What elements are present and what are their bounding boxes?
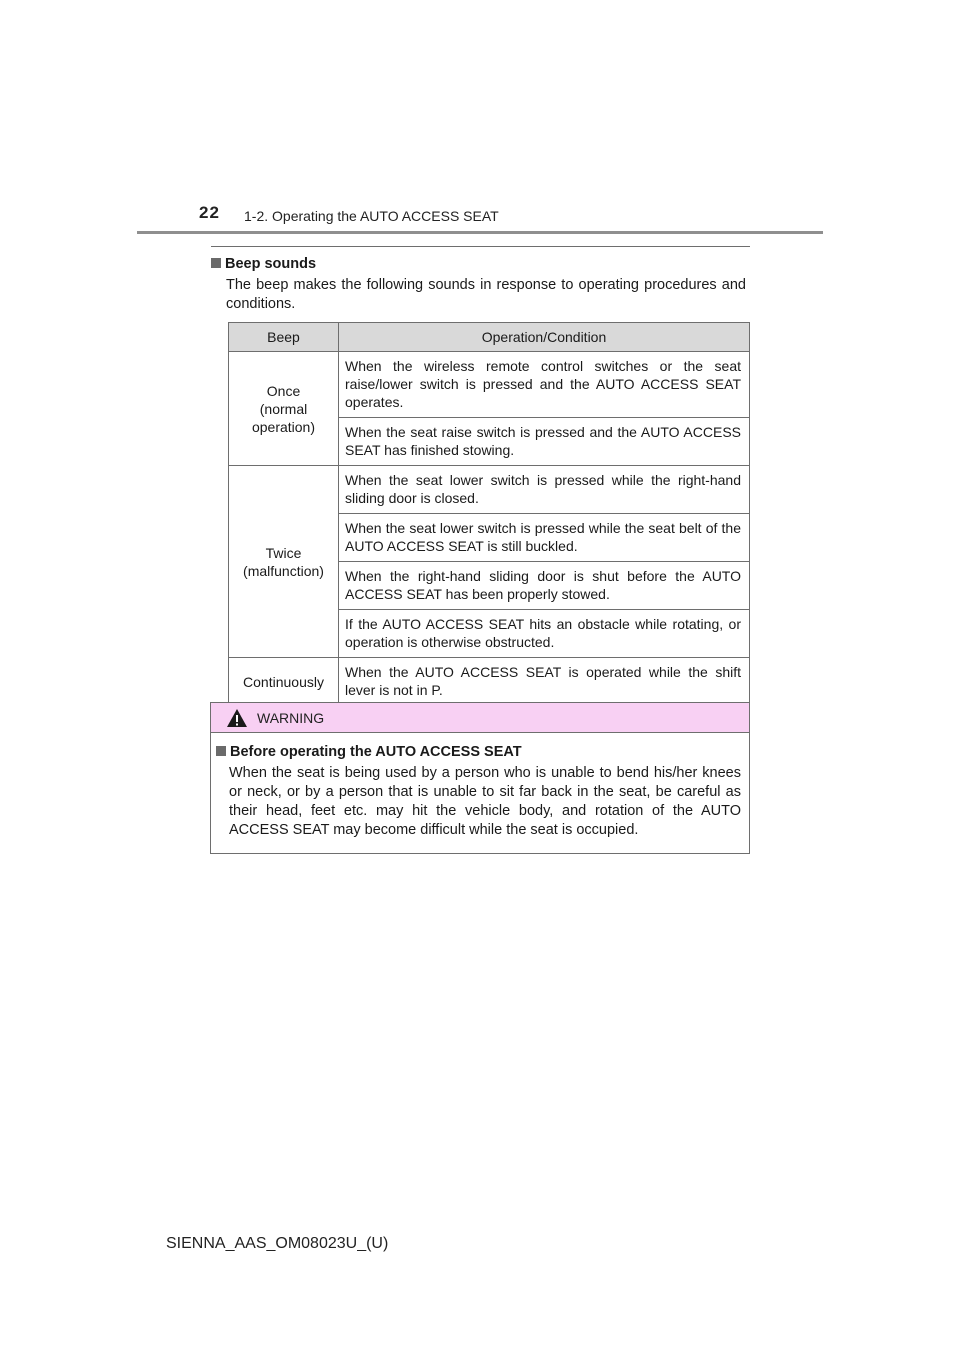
column-header-beep: Beep [229, 323, 339, 352]
condition-cell: When the AUTO ACCESS SEAT is operated while the shift lever is not in P. [339, 658, 750, 706]
condition-cell: When the wireless remote control switches or the seat raise/lower switch is pressed and the AUTO ACCESS SEAT operates. [339, 352, 750, 418]
column-header-condition: Operation/Condition [339, 323, 750, 352]
condition-cell: When the seat lower switch is pressed while the seat belt of the AUTO ACCESS SEAT is still buckled. [339, 514, 750, 562]
warning-triangle-icon [226, 708, 248, 728]
page-number: 22 [199, 203, 220, 222]
header-rule [137, 231, 823, 234]
square-bullet-icon [211, 258, 221, 268]
square-bullet-icon [216, 746, 226, 756]
beep-cell-twice: Twice (malfunction) [229, 466, 339, 658]
beep-sounds-heading [211, 256, 316, 272]
warning-heading [216, 744, 522, 760]
table-row [229, 466, 750, 514]
beep-table [228, 322, 750, 706]
table-row [229, 352, 750, 418]
beep-sounds-heading-text: Beep sounds [225, 256, 317, 272]
section-divider [211, 246, 750, 247]
warning-label: WARNING [257, 710, 325, 726]
beep-cell-once: Once (normal operation) [229, 352, 339, 466]
condition-cell: When the right-hand sliding door is shut before the AUTO ACCESS SEAT has been properly stowed. [339, 562, 750, 610]
table-row [229, 658, 750, 706]
section-title: 1-2. Operating the AUTO ACCESS SEAT [244, 208, 499, 224]
table-header-row [229, 323, 750, 352]
warning-header [211, 703, 749, 733]
warning-body: When the seat is being used by a person who is unable to bend his/her knees or neck, or by a person that is unable to sit far back in the seat, be careful as their head, feet etc. may hit the vehicle body, and rotation of the AUTO ACCESS SEAT may become difficult while the seat is occupied. [229, 765, 741, 838]
warning-box [210, 702, 750, 854]
document-code: SIENNA_AAS_OM08023U_(U) [166, 1235, 389, 1252]
warning-heading-text: Before operating the AUTO ACCESS SEAT [230, 744, 522, 760]
condition-cell: When the seat raise switch is pressed and the AUTO ACCESS SEAT has finished stowing. [339, 418, 750, 466]
beep-sounds-intro: The beep makes the following sounds in response to operating procedures and conditions. [226, 277, 746, 312]
condition-cell: When the seat lower switch is pressed while the right-hand sliding door is closed. [339, 466, 750, 514]
beep-cell-continuously: Continuously [229, 658, 339, 706]
condition-cell: If the AUTO ACCESS SEAT hits an obstacle while rotating, or operation is otherwise obstructed. [339, 610, 750, 658]
